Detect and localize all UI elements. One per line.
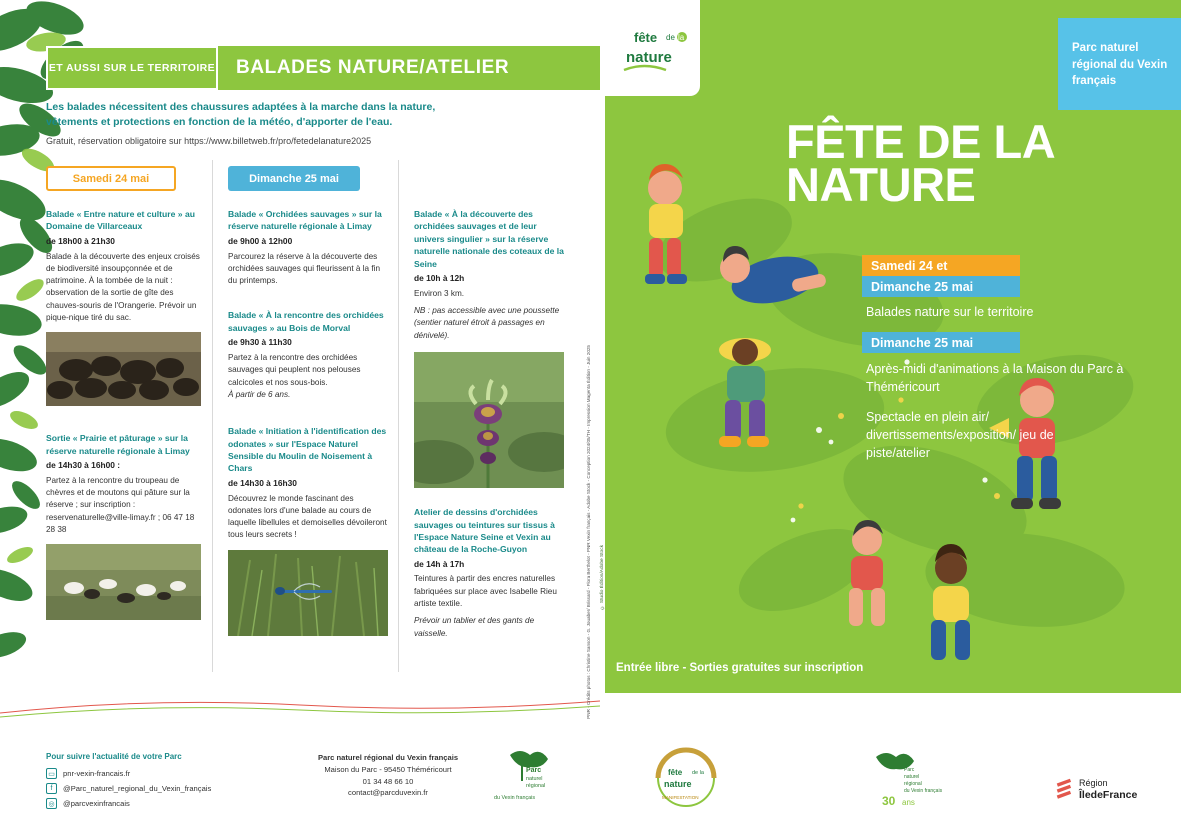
day-button-saturday[interactable]	[46, 166, 176, 191]
event-body: Partez à la rencontre du troupeau de chèvres et de moutons qui pâture sur la réserve ; sur inscription : reservenaturelle@ville-limay.fr ; 06 47 18 28 38	[46, 475, 195, 534]
pnr-30ans-logo	[860, 747, 956, 816]
events-column-sunday-a	[228, 208, 388, 652]
day-button-sunday-label: Dimanche 25 mai	[249, 172, 339, 185]
column-divider-2	[398, 160, 399, 672]
region-idf-logo	[1055, 771, 1151, 810]
svg-text:la: la	[678, 33, 685, 42]
event-time: de 14h30 à 16h30	[228, 477, 297, 488]
event-body: Environ 3 km.	[414, 288, 465, 298]
svg-text:Région: Région	[1079, 778, 1108, 788]
goats-photo	[46, 544, 201, 620]
banner-title: BALADES NATURE/ATELIER	[236, 57, 510, 78]
footer-phone: 01 34 48 66 10	[362, 776, 414, 786]
orchid-photo	[414, 352, 564, 488]
badge-sunday-2	[862, 332, 1020, 353]
svg-text:du Vexin français: du Vexin français	[494, 795, 536, 801]
footer-website[interactable]: pnr-vexin-francais.fr	[63, 769, 131, 778]
svg-text:Parc: Parc	[526, 767, 542, 774]
banner-tag-label: ET AUSSI SUR LE TERRITOIRE	[48, 62, 216, 74]
right-text-3: Spectacle en plein air/ divertissements/exposition/ jeu de piste/atelier	[866, 410, 1054, 461]
pnr-badge-label: Parc naturel régional du Vexin français	[1072, 42, 1168, 88]
photo-credits-vertical: PNR - Crédits photos : Christine Sanson - G. Jouaber/ Brissard - Flora Berthelot - PNR Vexin français - Adobe Stock - Conception 2024/05/TH - Impression Magenta Édition - Juin 2025	[586, 345, 591, 719]
event-title: Atelier de dessins d'orchidées sauvages ou teintures sur tissus à l'Espace Nature Seine et Vexin au château de la Roche-Guyon	[414, 507, 555, 555]
event-note: Prévoir un tablier et des gants de vaisselle.	[414, 616, 535, 638]
footer-follow-title: Pour suivre l'actualité de votre Parc	[46, 752, 182, 761]
event-item	[414, 208, 564, 488]
illustration-person	[931, 544, 970, 660]
dragonfly-photo	[228, 550, 388, 636]
pnr-badge	[1058, 18, 1181, 110]
footer	[0, 735, 1181, 827]
title-line-2: NATURE	[786, 158, 976, 212]
right-text-1: Balades nature sur le territoire	[866, 305, 1034, 319]
svg-text:nature: nature	[664, 779, 692, 789]
svg-text:nature: nature	[626, 49, 672, 66]
svg-text:fête: fête	[668, 768, 683, 777]
footer-address-line: Maison du Parc - 95450 Théméricourt	[324, 764, 452, 774]
intro-line-1: Les balades nécessitent des chaussures adaptées à la marche dans la nature,	[46, 101, 436, 113]
footer-instagram[interactable]: @parcvexinfrancais	[63, 799, 130, 808]
event-note: À partir de 6 ans.	[228, 389, 291, 399]
svg-text:30: 30	[882, 794, 896, 808]
badge-saturday-label: Samedi 24 et	[871, 258, 948, 273]
event-time: de 14h30 à 16h00 :	[46, 460, 121, 471]
svg-text:de: de	[666, 33, 675, 42]
badge-sunday-2-label: Dimanche 25 mai	[871, 335, 974, 350]
svg-text:Parc: Parc	[904, 767, 915, 773]
event-title: Balade « Entre nature et culture » au Domaine de Villarceaux	[46, 209, 196, 232]
globe-icon: ▭	[46, 768, 57, 779]
footer-link-row[interactable]	[46, 798, 276, 809]
footer-facebook[interactable]: @Parc_naturel_regional_du_Vexin_français	[63, 784, 212, 793]
day-button-sunday[interactable]	[228, 166, 360, 191]
facebook-icon: f	[46, 783, 57, 794]
event-item	[228, 425, 388, 636]
right-text-2: Après-midi d'animations à la Maison du Parc à Théméricourt	[866, 362, 1124, 395]
event-title: Balade « À la rencontre des orchidées sauvages » au Bois de Morval	[228, 310, 384, 333]
svg-text:fête: fête	[634, 30, 658, 45]
page-title	[786, 115, 1116, 212]
event-time: de 10h à 12h	[414, 273, 465, 284]
event-note: NB : pas accessible avec une poussette (sentier naturel étroit à passages en dénivelé).	[414, 306, 560, 340]
event-item	[46, 208, 201, 406]
pnr-logo	[492, 747, 568, 814]
event-time: de 9h30 à 11h30	[228, 337, 292, 348]
event-body: Partez à la rencontre des orchidées sauvages qui peuplent nos pelouses calcicoles et nos sous-bois.	[228, 352, 361, 387]
footer-link-row[interactable]	[46, 768, 276, 779]
svg-text:ans: ans	[902, 798, 915, 807]
svg-text:du Vexin français: du Vexin français	[904, 788, 943, 794]
event-title: Balade « À la découverte des orchidées sauvages et de leur univers singulier » sur la réserve naturelle nationale des coteaux de la Seine	[414, 209, 564, 269]
badge-sunday-1	[862, 276, 1020, 297]
event-item	[46, 432, 201, 620]
event-item	[228, 208, 388, 287]
illustration-person	[849, 520, 885, 626]
event-title: Balade « Orchidées sauvages » sur la réserve naturelle régionale à Limay	[228, 209, 382, 232]
event-item	[414, 506, 564, 640]
footer-email[interactable]: contact@parcduvexin.fr	[348, 788, 428, 798]
footer-follow-block	[46, 752, 276, 813]
illustration-credit-vertical: © Studio Édition/Adobe Stock	[600, 545, 605, 610]
event-title: Sortie « Prairie et pâturage » sur la réserve naturelle régionale à Limay	[46, 433, 190, 456]
events-column-sunday-b	[414, 208, 564, 656]
fete-nature-logo	[640, 747, 732, 814]
badge-sunday-1-label: Dimanche 25 mai	[871, 279, 974, 294]
event-title: Balade « Initiation à l'identification des odonates » sur l'Espace Naturel Sensible du Moulin de Noisement à Chars	[228, 426, 387, 474]
section-banner	[46, 46, 600, 90]
event-time: de 18h00 à 21h30	[46, 235, 115, 246]
footer-link-row[interactable]	[46, 783, 276, 794]
fete-de-la-nature-logo	[614, 24, 700, 88]
intro-line-2: vêtements et protections en fonction de la météo, d'apporter de l'eau.	[46, 116, 393, 129]
decorative-wave-lines	[0, 695, 600, 721]
svg-text:naturel: naturel	[526, 776, 543, 782]
event-body: Teintures à partir des encres naturelles fabriquées sur place avec Isabelle Rieu artiste textile.	[414, 574, 557, 609]
svg-text:MANIFESTATION: MANIFESTATION	[662, 795, 699, 800]
bats-photo	[46, 332, 201, 406]
booking-link[interactable]: Gratuit, réservation obligatoire sur https://www.billetweb.fr/pro/fetedelanature2025	[46, 136, 372, 147]
column-divider-1	[212, 160, 213, 672]
svg-text:régional: régional	[526, 783, 546, 789]
badge-saturday	[862, 255, 1020, 276]
svg-text:de la: de la	[692, 770, 704, 776]
event-time: de 14h à 17h	[414, 558, 465, 569]
event-body: Parcourez la réserve à la découverte des orchidées sauvages qui fleurissent à la fin du printemps.	[228, 251, 381, 286]
day-button-saturday-label: Samedi 24 mai	[72, 172, 150, 185]
title-line-1: FÊTE DE LA	[786, 115, 1056, 168]
svg-text:ÎledeFrance: ÎledeFrance	[1079, 789, 1138, 801]
event-time: de 9h00 à 12h00	[228, 235, 293, 246]
event-body: Découvrez le monde fascinant des odonates lors d'une balade au cours de laquelle libellules et demoiselles dévoileront tous leurs secrets !	[228, 493, 387, 540]
entry-info: Entrée libre - Sorties gratuites sur inscription	[616, 662, 864, 674]
events-column-saturday	[46, 208, 201, 636]
event-item	[228, 309, 388, 401]
footer-org-name: Parc naturel régional du Vexin français	[317, 753, 459, 762]
instagram-icon: ◎	[46, 798, 57, 809]
svg-text:régional: régional	[904, 781, 922, 787]
banner-tag	[46, 46, 218, 90]
svg-text:naturel: naturel	[904, 774, 920, 780]
intro-text	[46, 100, 526, 148]
event-body: Balade à la découverte des enjeux croisés de biodiversité insoupçonnée et de patrimoine. À la tombée de la nuit : observation de la sortie de gîte des chauves-souris de l'Orangerie. Prévoir un pique-nique tiré du sac.	[46, 251, 200, 322]
footer-address	[288, 752, 488, 799]
